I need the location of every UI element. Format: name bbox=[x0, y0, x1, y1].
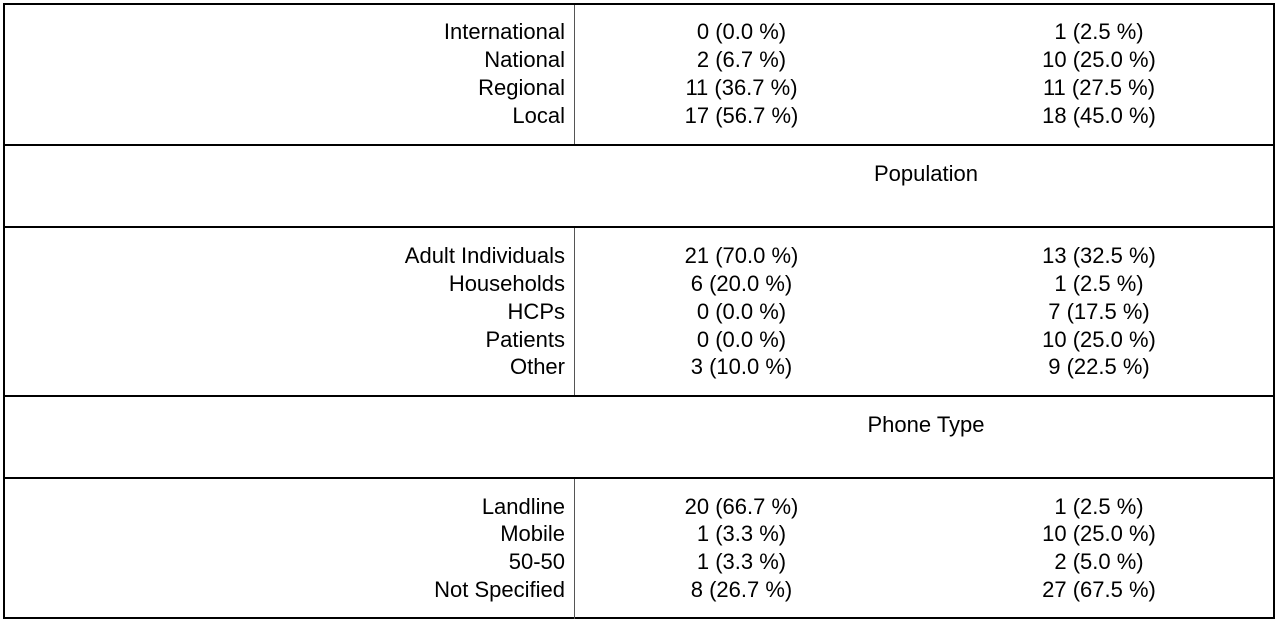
table-row bbox=[0, 548, 1280, 576]
cell-group-1: 17 (56.7 %) bbox=[684, 103, 799, 128]
table-row bbox=[0, 353, 1280, 381]
column-divider bbox=[574, 5, 575, 144]
row-label: National bbox=[484, 47, 565, 72]
divider bbox=[3, 477, 1275, 479]
divider bbox=[3, 395, 1275, 397]
row-label: Landline bbox=[481, 494, 565, 519]
table-row bbox=[0, 493, 1280, 521]
row-label: 50-50 bbox=[508, 549, 565, 574]
row-label: Other bbox=[509, 354, 565, 379]
table-row bbox=[0, 326, 1280, 354]
row-label: Not Specified bbox=[434, 577, 565, 602]
cell-group-1: 6 (20.0 %) bbox=[690, 271, 793, 296]
table-row bbox=[0, 576, 1280, 604]
cell-group-1: 1 (3.3 %) bbox=[696, 549, 787, 574]
row-label: Households bbox=[448, 271, 565, 296]
divider bbox=[3, 226, 1275, 228]
cell-group-2: 1 (2.5 %) bbox=[1054, 271, 1144, 296]
row-label: International bbox=[443, 19, 565, 44]
cell-group-2: 10 (25.0 %) bbox=[1042, 521, 1156, 546]
table-row bbox=[0, 102, 1280, 130]
cell-group-2: 11 (27.5 %) bbox=[1042, 75, 1156, 100]
row-label: Adult Individuals bbox=[404, 243, 565, 268]
row-label: Regional bbox=[478, 75, 565, 100]
row-label: Patients bbox=[485, 327, 565, 352]
cell-group-2: 1 (2.5 %) bbox=[1054, 19, 1144, 44]
row-label: Mobile bbox=[500, 521, 565, 546]
section-header-population: Population bbox=[874, 161, 978, 186]
table-row bbox=[0, 520, 1280, 548]
cell-group-2: 1 (2.5 %) bbox=[1054, 494, 1144, 519]
table-row bbox=[0, 18, 1280, 46]
cell-group-1: 8 (26.7 %) bbox=[690, 577, 793, 602]
cell-group-1: 0 (0.0 %) bbox=[696, 299, 787, 324]
cell-group-1: 0 (0.0 %) bbox=[696, 327, 787, 352]
cell-group-1: 1 (3.3 %) bbox=[696, 521, 787, 546]
table-row bbox=[0, 74, 1280, 102]
cell-group-1: 2 (6.7 %) bbox=[696, 47, 787, 72]
row-label: Local bbox=[512, 103, 565, 128]
table-row bbox=[0, 298, 1280, 326]
cell-group-2: 13 (32.5 %) bbox=[1042, 243, 1156, 268]
cell-group-1: 0 (0.0 %) bbox=[696, 19, 787, 44]
table-row bbox=[0, 242, 1280, 270]
cell-group-2: 10 (25.0 %) bbox=[1042, 47, 1156, 72]
row-label: HCPs bbox=[507, 299, 565, 324]
cell-group-1: 21 (70.0 %) bbox=[684, 243, 799, 268]
cell-group-2: 27 (67.5 %) bbox=[1042, 577, 1156, 602]
column-divider bbox=[574, 228, 575, 395]
table-row bbox=[0, 46, 1280, 74]
cell-group-1: 3 (10.0 %) bbox=[690, 354, 793, 379]
cell-group-2: 2 (5.0 %) bbox=[1054, 549, 1144, 574]
divider bbox=[3, 144, 1275, 146]
cell-group-2: 9 (22.5 %) bbox=[1048, 354, 1150, 379]
cell-group-2: 7 (17.5 %) bbox=[1048, 299, 1150, 324]
section-header-phone-type: Phone Type bbox=[867, 412, 985, 437]
cell-group-1: 11 (36.7 %) bbox=[685, 75, 798, 100]
column-divider bbox=[574, 479, 575, 619]
cell-group-1: 20 (66.7 %) bbox=[684, 494, 799, 519]
cell-group-2: 18 (45.0 %) bbox=[1042, 103, 1156, 128]
cell-group-2: 10 (25.0 %) bbox=[1042, 327, 1156, 352]
table-row bbox=[0, 270, 1280, 298]
